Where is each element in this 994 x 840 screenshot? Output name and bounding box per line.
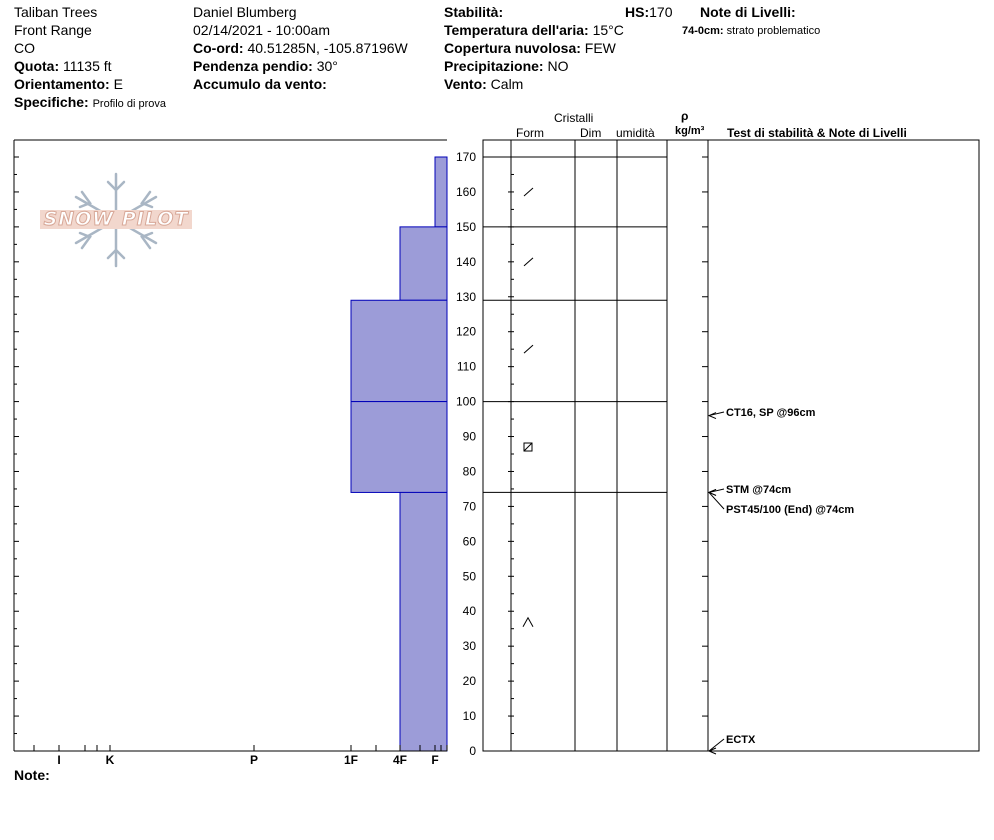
coord-label: Co-ord: [193,40,244,56]
elevation-value: 11135 ft [63,58,112,74]
wind-label: Vento: [444,76,487,92]
depth-label-40: 40 [462,604,476,619]
hardness-label-I: I [57,753,61,767]
hardness-label-F: F [431,753,439,767]
stability-label: Stabilità: [444,4,504,20]
depth-label-60: 60 [462,534,476,549]
hardness-label-1F: 1F [343,753,359,767]
depth-label-20: 20 [462,674,476,689]
slope-value: 30° [316,58,338,74]
location-name: Taliban Trees [14,4,98,20]
depth-label-170: 170 [455,150,476,164]
depth-label-80: 80 [462,464,476,479]
crystal-square-diag [524,443,532,451]
depth-label-130: 130 [455,289,476,304]
crystal-symbol-1 [524,258,533,266]
cloud-value: FEW [584,40,616,56]
layer-note-range: 74-0cm: [682,25,724,37]
test-label: CT16, SP @96cm [726,407,816,419]
test-label: STM @74cm [726,484,792,496]
hardness-layer-2 [351,300,447,401]
hardness-label-P: P [249,753,259,767]
density-unit-header: kg/m³ [675,125,705,137]
specifics-label: Specifiche: [14,94,89,110]
aspect-value: E [113,76,123,92]
wind-value: Calm [490,76,524,92]
stability-test-1 [709,484,791,496]
snowpilot-logo [38,170,194,270]
specifics-value: Profilo di prova [92,98,166,110]
hardness-layer-1 [400,227,447,300]
hardness-layer-0 [435,157,447,227]
crystal-symbol-2 [524,345,533,353]
slope-label: Pendenza pendio: [193,58,313,74]
layer-notes-title: Note di Livelli: [700,4,796,20]
layer-note-text: strato problematico [726,25,821,37]
crystal-symbol-3 [524,443,532,451]
test-label: ECTX [726,734,756,746]
hardness-layer-4 [400,492,447,751]
hardness-label-K: K [105,753,115,767]
depth-label-160: 160 [455,184,476,199]
crystals-header: Cristalli [554,111,594,125]
depth-label-0: 0 [469,744,476,758]
wind-loading-label: Accumulo da vento: [193,76,327,92]
elevation-label: Quota: [14,58,60,74]
depth-label-10: 10 [462,709,476,724]
state: CO [14,40,35,56]
logo-text: SNOW PILOT [43,208,189,230]
cloud-label: Copertura nuvolosa: [444,40,581,56]
hs-label: HS: [625,4,650,20]
rho-header: ρ [681,109,689,123]
depth-label-120: 120 [455,324,476,339]
mountain-range: Front Range [14,22,92,38]
aspect-label: Orientamento: [14,76,110,92]
tests-header: Test di stabilità & Note di Livelli [727,126,907,140]
observer: Daniel Blumberg [193,4,297,20]
hardness-label-4F: 4F [392,753,408,767]
depth-label-140: 140 [455,254,476,269]
hardness-layer-3 [351,402,447,493]
depth-label-90: 90 [462,429,476,444]
datetime: 02/14/2021 - 10:00am [193,22,330,38]
hs-value: 170 [649,4,673,20]
depth-label-70: 70 [462,499,476,514]
form-header: Form [516,126,544,140]
depth-label-110: 110 [456,359,476,374]
depth-label-50: 50 [462,569,476,584]
stability-test-0 [709,407,816,419]
coord-value: 40.51285N, -105.87196W [247,40,408,56]
test-leader [709,492,724,509]
air-temp-label: Temperatura dell'aria: [444,22,589,38]
air-temp-value: 15°C [592,22,624,38]
note-label: Note: [14,767,50,783]
crystal-symbol-4 [523,618,533,627]
crystal-symbol-0 [524,188,533,196]
depth-label-150: 150 [455,219,476,234]
precip-label: Precipitazione: [444,58,544,74]
depth-label-100: 100 [455,394,476,409]
test-leader [709,739,724,751]
moisture-header: umidità [616,126,655,140]
dim-header: Dim [580,126,602,140]
precip-value: NO [547,58,569,74]
depth-label-30: 30 [462,639,476,654]
test-arrowhead [709,413,716,419]
test-label: PST45/100 (End) @74cm [726,504,855,516]
test-arrowhead [709,489,716,495]
crystal-panel-frame [483,140,979,751]
